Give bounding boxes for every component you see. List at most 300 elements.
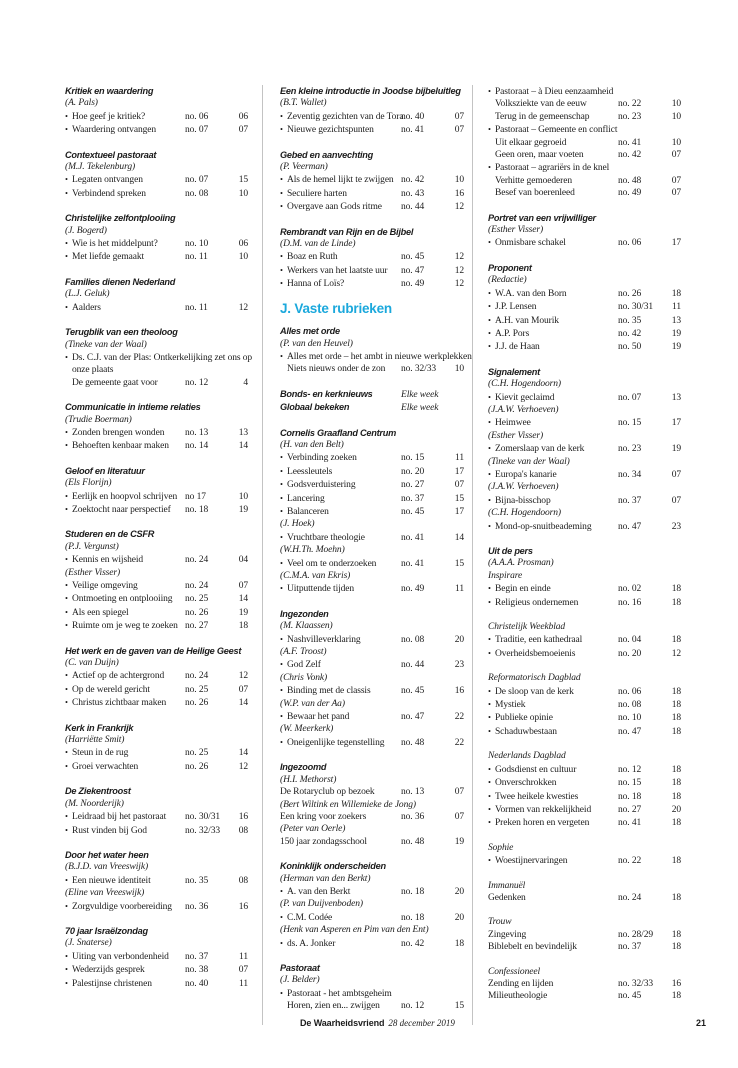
issue-number: no. 47 <box>401 712 425 723</box>
section-title: Door het water heen <box>65 849 149 860</box>
page-ref: 18 <box>671 726 681 737</box>
author-line <box>280 873 464 885</box>
page-ref: 12 <box>238 761 248 772</box>
author-name: (Peter van Oerle) <box>280 824 346 835</box>
issue-number: no. 13 <box>185 427 209 438</box>
issue-number: no. 07 <box>185 125 209 136</box>
entry-title: Een kring voor zoekers <box>280 811 367 822</box>
page-ref: 10 <box>454 175 464 186</box>
index-section <box>488 916 681 953</box>
bullet-icon: • <box>65 174 68 185</box>
entry-title: De sloop van de kerk <box>495 686 574 697</box>
entry-title: Verbindend spreken <box>72 188 146 199</box>
entry-title: Steun in de rug <box>72 748 129 759</box>
entry-title: Bijna-bisschop <box>495 495 551 506</box>
index-entry <box>280 451 464 464</box>
page-ref: 12 <box>238 671 248 682</box>
index-entry <box>65 977 248 990</box>
author-name: (M.J. Tekelenburg) <box>65 162 136 173</box>
bullet-icon: • <box>280 583 283 594</box>
bullet-icon: • <box>65 760 68 771</box>
issue-number: no. 30/31 <box>185 812 220 823</box>
author-line <box>280 338 464 350</box>
issue-number: no. 45 <box>401 506 425 517</box>
page-ref: 17 <box>671 238 681 249</box>
bullet-icon: • <box>488 327 491 338</box>
index-section <box>280 608 464 749</box>
index-entry <box>65 237 248 250</box>
author-line <box>65 339 248 351</box>
author-name: (Trudie Boerman) <box>65 414 132 425</box>
entry-title: Als een spiegel <box>72 607 129 618</box>
bullet-icon: • <box>280 452 283 463</box>
issue-number: no. 26 <box>185 607 209 618</box>
index-entry <box>65 950 248 963</box>
page-ref: 18 <box>671 856 681 867</box>
index-section <box>488 750 681 829</box>
author-line <box>65 288 248 300</box>
index-entry <box>65 900 248 913</box>
issue-number: no. 44 <box>401 202 425 213</box>
issue-number: no. 49 <box>618 188 642 199</box>
index-entry <box>280 173 464 186</box>
bullet-icon: • <box>280 557 283 568</box>
issue-number: no. 08 <box>618 700 642 711</box>
entry-title: Pastoraat - het ambtsgeheim <box>287 988 392 999</box>
index-entry <box>65 606 248 619</box>
issue-number: no. 27 <box>618 804 642 815</box>
issue-number: no. 24 <box>618 892 642 903</box>
issue-number: no. 25 <box>185 748 209 759</box>
index-entry <box>488 929 681 941</box>
index-entry <box>488 776 681 789</box>
issue-number: no. 22 <box>618 99 642 110</box>
entry-title: De gemeente gaat voor <box>72 377 158 388</box>
index-entry <box>280 684 464 697</box>
author-name: (P. van den Heuvel) <box>280 338 353 349</box>
issue-number: no. 18 <box>401 912 425 923</box>
author-name: (Redactie) <box>488 275 527 286</box>
issue-number: no. 14 <box>185 441 209 452</box>
page-ref: 10 <box>454 364 464 375</box>
issue-number: no. 49 <box>401 279 425 290</box>
page-ref: 11 <box>239 978 248 989</box>
page-ref: 10 <box>671 137 681 148</box>
author-name: (M. Noorderijk) <box>65 798 124 809</box>
issue-number: no. 41 <box>401 558 425 569</box>
author-line <box>488 224 681 236</box>
page-ref: 22 <box>454 737 464 748</box>
bullet-icon: • <box>488 685 491 696</box>
issue-number: no. 37 <box>401 493 425 504</box>
page-ref: 10 <box>671 99 681 110</box>
section-title: Communicatie in intieme relaties <box>65 402 201 413</box>
page-ref: 20 <box>454 634 464 645</box>
issue-number: no. 42 <box>401 175 425 186</box>
entry-title: Nashvilleverklaring <box>287 634 361 645</box>
bullet-icon: • <box>65 683 68 694</box>
issue-number: no. 10 <box>618 713 642 724</box>
page-ref: 08 <box>238 825 248 836</box>
bullet-icon: • <box>488 287 491 298</box>
index-entry <box>280 911 464 924</box>
issue-number: no. 07 <box>618 392 642 403</box>
index-entry <box>488 854 681 867</box>
index-section <box>280 860 464 950</box>
author-line <box>65 541 248 553</box>
section-title: Een kleine introductie in Joodse bijbeluitleg <box>280 86 461 96</box>
bullet-icon: • <box>488 162 491 173</box>
index-section <box>280 427 464 596</box>
issue-number: no. 12 <box>618 764 642 775</box>
issue-number: no. 08 <box>185 188 209 199</box>
subsection-title <box>488 672 681 684</box>
bullet-icon: • <box>488 443 491 454</box>
author-line <box>280 698 464 710</box>
entry-title: Sophie <box>488 842 514 853</box>
index-entry <box>280 492 464 505</box>
section-title: Signalement <box>488 366 540 377</box>
author-name: (C.M.A. van Ekris) <box>280 571 351 581</box>
index-entry <box>488 300 681 313</box>
issue-number: no. 28/29 <box>618 929 653 940</box>
bullet-icon: • <box>488 712 491 723</box>
index-entry <box>488 187 681 199</box>
section-title: Ingezoomd <box>280 762 327 773</box>
bullet-icon: • <box>65 301 68 312</box>
author-line <box>65 734 248 746</box>
bullet-icon: • <box>280 685 283 696</box>
issue-number: no. 44 <box>401 660 425 671</box>
issue-number: no. 26 <box>185 698 209 709</box>
issue-number: no. 43 <box>401 188 425 199</box>
index-entry <box>488 790 681 803</box>
author-name: (Esther Visser) <box>65 567 121 578</box>
bullet-icon: • <box>65 124 68 135</box>
section-title: Uit de pers <box>488 546 533 556</box>
author-name: (J. Belder) <box>280 975 320 986</box>
bullet-icon: • <box>488 596 491 607</box>
index-entry <box>280 200 464 213</box>
bullet-icon: • <box>488 725 491 736</box>
entry-title: Reformatorisch Dagblad <box>488 673 581 684</box>
entry-title: Kievit geclaimd <box>495 392 555 403</box>
index-entry <box>65 490 248 503</box>
entry-title: Uitputtende tijden <box>287 584 355 595</box>
weekly-rubric-row <box>280 401 464 414</box>
index-section <box>65 149 248 201</box>
index-entry <box>65 746 248 759</box>
author-line <box>65 937 248 949</box>
section-title: Families dienen Nederland <box>65 276 176 287</box>
page-ref: 10 <box>238 252 248 263</box>
index-entry <box>488 990 681 1002</box>
bullet-icon: • <box>65 110 68 121</box>
index-section <box>488 262 681 354</box>
entry-title: Uit elkaar gegroeid <box>495 137 567 148</box>
index-section <box>65 645 248 710</box>
entry-title: Vruchtbare theologie <box>287 532 365 543</box>
bullet-icon: • <box>65 503 68 514</box>
bullet-icon: • <box>488 790 491 801</box>
entry-title: onze plaats <box>72 365 114 376</box>
index-entry <box>65 963 248 976</box>
page-ref: 12 <box>238 302 248 313</box>
bullet-icon: • <box>280 124 283 135</box>
author-name: (C.H. Hogendoorn) <box>488 508 561 519</box>
page-ref: 18 <box>671 713 681 724</box>
index-entry <box>280 478 464 491</box>
index-entry <box>65 301 248 314</box>
page-ref: 23 <box>671 521 681 532</box>
page-ref: 14 <box>238 594 248 605</box>
author-line <box>65 477 248 489</box>
author-name: (Esther Visser) <box>488 225 544 236</box>
entry-title: Preken horen en vergeten <box>495 818 590 829</box>
subsection-title <box>488 966 681 978</box>
entry-title: Begin en einde <box>495 584 551 595</box>
author-line <box>280 774 464 786</box>
page-ref: 16 <box>238 812 248 823</box>
page-ref: 07 <box>238 684 248 695</box>
section-title: Terugblik van een theoloog <box>65 327 178 338</box>
author-line <box>488 481 681 493</box>
entry-title: Onverschrokken <box>495 778 557 789</box>
index-entry <box>488 763 681 776</box>
index-column-3 <box>473 85 681 1025</box>
page-ref: 15 <box>454 1001 464 1012</box>
issue-number: no. 47 <box>618 726 642 737</box>
index-entry <box>488 236 681 249</box>
page-ref: 14 <box>238 748 248 759</box>
index-section <box>280 962 464 1013</box>
bullet-icon: • <box>488 341 491 352</box>
author-name: (P. van Duijvenboden) <box>280 899 363 910</box>
issue-number: no. 12 <box>401 1001 425 1012</box>
index-section <box>488 366 681 533</box>
bullet-icon: • <box>65 747 68 758</box>
entry-title: Eerlijk en hoopvol schrijven <box>72 491 178 502</box>
entry-title: Oneigenlijke tegenstelling <box>287 737 385 748</box>
bullet-icon: • <box>488 391 491 402</box>
index-entry <box>488 85 681 98</box>
page-ref: 12 <box>454 265 464 276</box>
author-line <box>280 544 464 556</box>
entry-title: Hoe geef je kritiek? <box>72 111 146 122</box>
page-ref: 12 <box>454 252 464 263</box>
issue-number: no. 41 <box>401 532 425 543</box>
bullet-icon: • <box>488 124 491 135</box>
author-line <box>65 657 248 669</box>
page-ref: 13 <box>238 427 248 438</box>
page-ref: 06 <box>238 111 248 122</box>
page-ref: 14 <box>454 532 464 543</box>
page-ref: 12 <box>671 648 681 659</box>
issue-number: no. 20 <box>401 466 425 477</box>
bullet-icon: • <box>65 824 68 835</box>
author-name: (P. Veerman) <box>280 162 328 173</box>
author-line <box>280 924 464 936</box>
bullet-icon: • <box>488 417 491 428</box>
page-footer <box>0 1018 738 1032</box>
entry-title: Nieuwe gezichtspunten <box>287 125 374 136</box>
page-ref: 15 <box>238 175 248 186</box>
author-line <box>280 823 464 835</box>
issue-number: no. 48 <box>618 175 642 186</box>
page-ref: 19 <box>671 342 681 353</box>
page-ref: 11 <box>455 584 464 595</box>
author-line <box>65 887 248 899</box>
section-title: Het werk en de gaven van de Heilige Geest <box>65 645 242 656</box>
entry-title: Behoeften kenbaar maken <box>72 441 169 452</box>
issue-number: no. 13 <box>401 787 425 798</box>
section-title: 70 jaar Israëlzondag <box>65 925 148 936</box>
author-name: (J. Snaterse) <box>65 938 112 949</box>
author-name: (J. Bogerd) <box>65 225 107 236</box>
bullet-icon: • <box>280 659 283 670</box>
page-ref: 04 <box>238 555 248 566</box>
author-line <box>65 225 248 237</box>
bullet-icon: • <box>65 490 68 501</box>
bullet-icon: • <box>65 351 68 362</box>
page-ref: 18 <box>671 892 681 903</box>
bullet-icon: • <box>488 301 491 312</box>
section-title: Cornelis Graafland Centrum <box>280 427 397 438</box>
author-name: (W.H.Th. Moehn) <box>280 545 345 556</box>
section-title: Kerk in Frankrijk <box>65 722 134 733</box>
bullet-icon: • <box>280 987 283 998</box>
issue-number: no. 48 <box>401 836 425 847</box>
issue-number: no. 41 <box>401 125 425 136</box>
author-line <box>488 404 681 416</box>
index-entry <box>488 596 681 609</box>
section-title: Portret van een vrijwilliger <box>488 212 596 223</box>
issue-number: no. 18 <box>618 791 642 802</box>
index-column-2 <box>263 85 473 1025</box>
index-entry <box>280 350 472 363</box>
index-section <box>65 849 248 913</box>
index-entry <box>488 175 681 187</box>
page-ref: 11 <box>239 951 248 962</box>
entry-title: Ruimte om je weg te zoeken <box>72 621 178 632</box>
subsection-title <box>488 880 681 892</box>
entry-title: Mond-op-snuitbeademing <box>495 521 592 532</box>
issue-number: no. 15 <box>618 418 642 429</box>
entry-title: Godsverduistering <box>287 480 356 491</box>
section-title: Contextueel pastoraat <box>65 149 157 160</box>
issue-number: no. 26 <box>185 761 209 772</box>
bullet-icon: • <box>280 911 283 922</box>
page-ref: 15 <box>454 493 464 504</box>
bullet-icon: • <box>65 811 68 822</box>
index-entry <box>488 161 681 174</box>
entry-title: Woestijnervaringen <box>495 856 568 867</box>
author-line <box>280 799 464 811</box>
issue-number: no. 47 <box>618 521 642 532</box>
index-section <box>488 672 681 738</box>
issue-number: no. 15 <box>401 453 425 464</box>
bullet-icon: • <box>280 465 283 476</box>
bullet-icon: • <box>280 187 283 198</box>
page-ref: 18 <box>671 584 681 595</box>
issue-number: no. 11 <box>185 252 208 263</box>
author-name: (J.A.W. Verhoeven) <box>488 404 559 415</box>
bullet-icon: • <box>65 900 68 911</box>
index-entry <box>65 553 248 566</box>
issue-number: no. 45 <box>618 991 642 1002</box>
author-line <box>280 439 464 451</box>
issue-number: no. 42 <box>618 328 642 339</box>
bullet-icon: • <box>65 620 68 631</box>
index-entry <box>488 582 681 595</box>
author-name: (W.P. van der Aa) <box>280 698 345 709</box>
author-line <box>488 507 681 519</box>
page-ref: 07 <box>671 188 681 199</box>
index-entry <box>65 351 253 364</box>
bullet-icon: • <box>488 494 491 505</box>
index-section <box>65 326 253 389</box>
index-section <box>488 880 681 905</box>
author-name: (C. van Duijn) <box>65 658 119 669</box>
entry-title: A.H. van Mourik <box>495 315 559 326</box>
issue-date: 28 december 2019 <box>388 1018 455 1028</box>
page-ref: 17 <box>671 418 681 429</box>
bullet-icon: • <box>65 950 68 961</box>
bullet-icon: • <box>280 492 283 503</box>
entry-title: Bonds- en kerknieuws <box>280 388 373 399</box>
entry-title: Zingeving <box>488 929 527 940</box>
page-ref: 20 <box>671 804 681 815</box>
index-entry <box>280 885 464 898</box>
entry-title: Niets nieuws onder de zon <box>287 364 386 375</box>
entry-title: Wederzijds gesprek <box>72 965 145 976</box>
author-name: (Harriëtte Smit) <box>65 735 125 746</box>
entry-title: Europa's kanarie <box>495 469 557 480</box>
author-line <box>280 238 464 250</box>
issue-number: no. 20 <box>618 648 642 659</box>
index-entry <box>488 816 681 829</box>
section-title: Alles met orde <box>280 326 340 337</box>
bullet-icon: • <box>280 110 283 121</box>
index-entry <box>280 836 464 848</box>
author-line <box>280 974 464 986</box>
author-name: (B.J.D. van Vreeswijk) <box>65 862 149 873</box>
bullet-icon: • <box>65 440 68 451</box>
weekly-rubric-row <box>280 388 464 401</box>
entry-title: Publieke opinie <box>495 713 553 724</box>
issue-number: no. 32/33 <box>401 364 436 375</box>
index-entry <box>65 810 248 823</box>
author-name: (A. Pals) <box>65 98 98 109</box>
entry-title: Uiting van verbondenheid <box>72 951 169 962</box>
issue-number: no. 12 <box>185 377 209 388</box>
page-ref: 18 <box>671 818 681 829</box>
author-line <box>488 557 681 569</box>
index-entry <box>65 187 248 200</box>
index-entry <box>65 824 248 837</box>
entry-title: Veel om te onderzoeken <box>287 558 377 569</box>
index-entry <box>488 314 681 327</box>
index-entry <box>65 426 248 439</box>
section-title: Koninklijk onderscheiden <box>280 861 386 872</box>
issue-number: no. 34 <box>618 469 642 480</box>
index-entry <box>280 658 464 671</box>
index-entry <box>488 98 681 110</box>
entry-title: Ds. C.J. van der Plas: Ontkerkelijking zet ons op <box>72 352 253 363</box>
page-ref: 07 <box>671 175 681 186</box>
index-entry <box>280 557 464 570</box>
index-section <box>488 212 681 250</box>
